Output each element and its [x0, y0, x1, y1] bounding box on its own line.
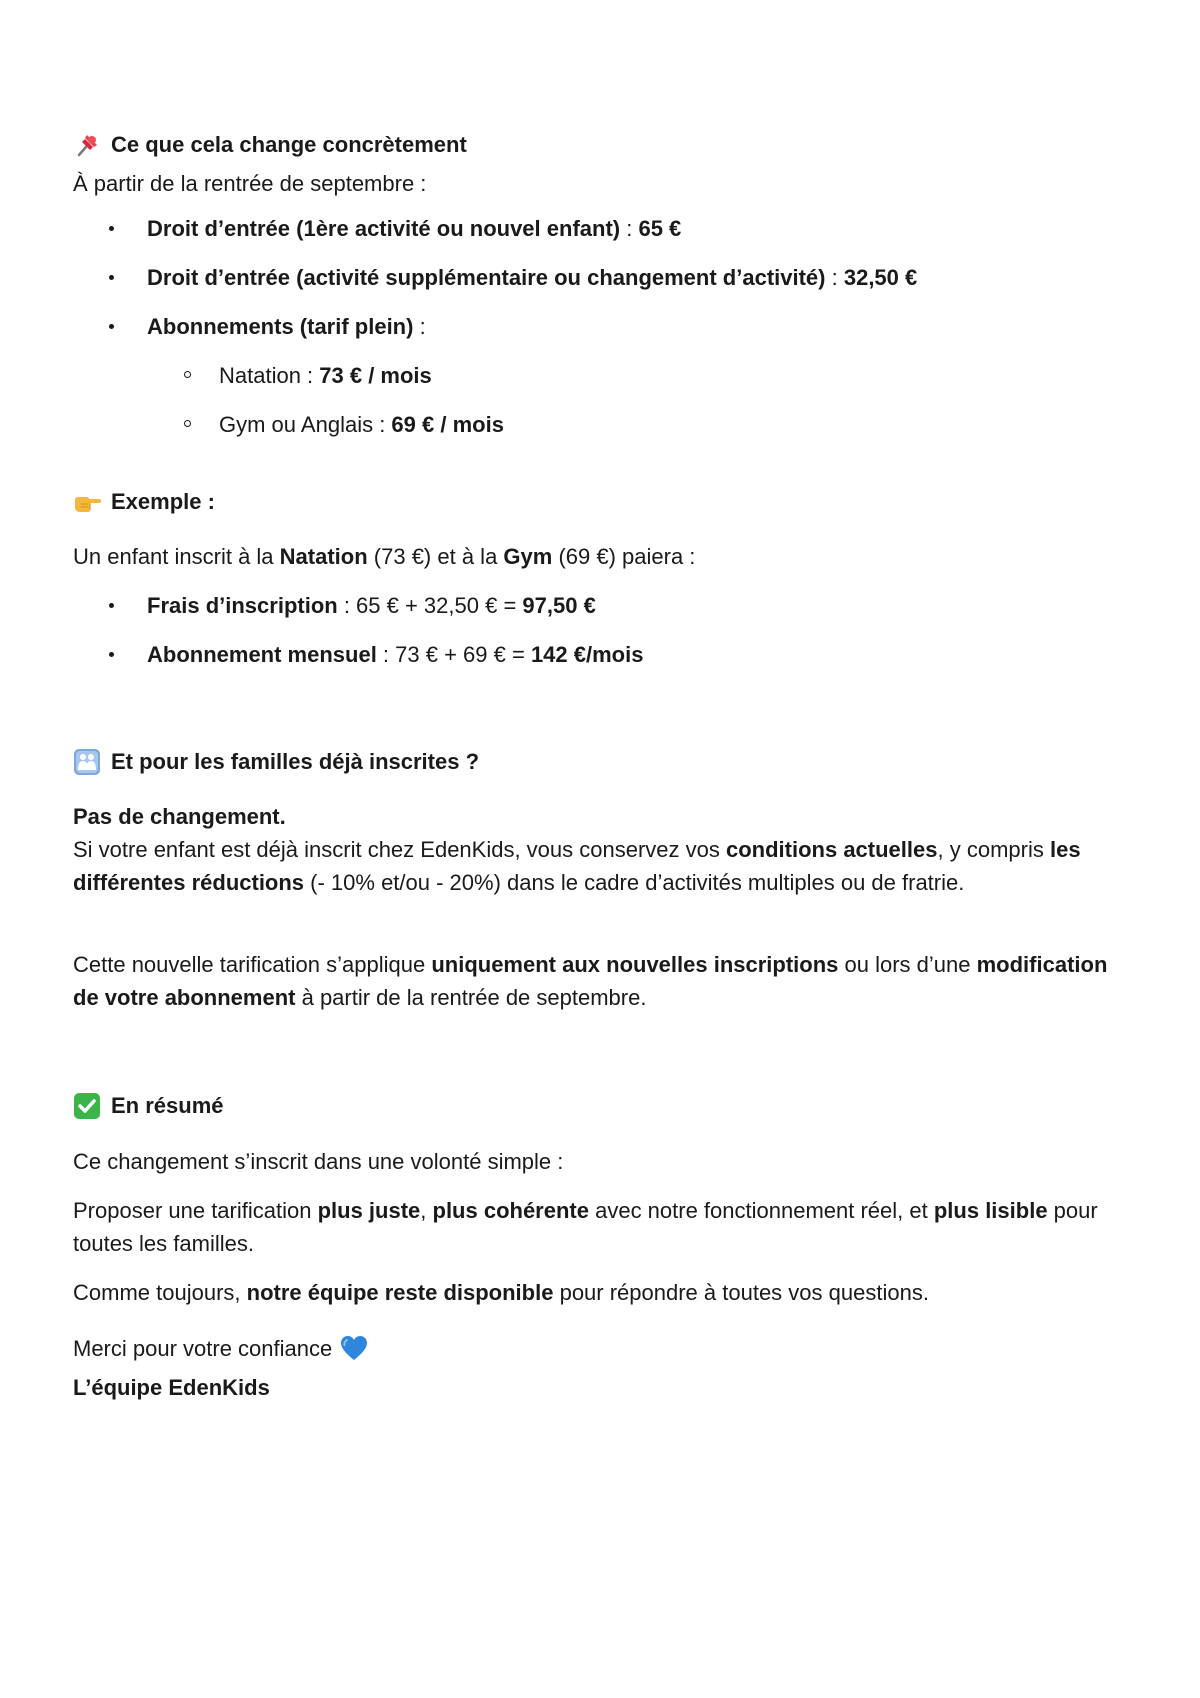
text-segment: , y compris: [937, 837, 1050, 862]
section-heading-families: [73, 745, 479, 778]
bullet-separator: :: [825, 265, 844, 290]
bullet-label: Frais d’inscription: [147, 593, 338, 618]
text-bold: plus cohérente: [432, 1198, 589, 1223]
bullet-result: 142 €/mois: [530, 642, 644, 667]
paragraph: [73, 1276, 929, 1309]
paragraph: [73, 833, 1133, 899]
bullet-label: Abonnement mensuel: [147, 642, 377, 667]
text-segment: Si votre enfant est déjà inscrit chez EdenKids, vous conservez vos: [73, 837, 726, 862]
text-bold: Gym: [503, 544, 553, 569]
sub-bullet-circle: [184, 420, 191, 427]
text-bold: conditions actuelles: [726, 837, 938, 862]
intro-text: À partir de la rentrée de septembre :: [73, 171, 427, 196]
text-segment: Comme toujours,: [73, 1280, 247, 1305]
pointing-hand-icon: [73, 488, 101, 516]
bullet-value: 65 €: [638, 216, 682, 241]
text-bold: les différentes réductions: [73, 837, 1081, 895]
bullet-label: Droit d’entrée (activité supplémentaire ou changement d’activité): [147, 265, 826, 290]
text-segment: avec notre fonctionnement réel, et: [588, 1198, 934, 1223]
bullet-dot: [109, 652, 114, 657]
sub-bullet-label: Natation :: [219, 363, 320, 388]
example-text: [73, 540, 695, 573]
pushpin-icon: [73, 131, 101, 159]
sub-bullet-circle: [184, 371, 191, 378]
text-bold: uniquement aux nouvelles inscriptions: [431, 952, 839, 977]
bullet-dot: [109, 226, 114, 231]
text-segment: pour toutes les familles.: [73, 1198, 1098, 1256]
section-heading-summary: [73, 1089, 224, 1122]
thanks-text: Merci pour votre confiance: [73, 1336, 333, 1361]
section-heading-example: [73, 485, 215, 518]
signature: L’équipe EdenKids: [73, 1375, 270, 1400]
text-segment: pour répondre à toutes vos questions.: [553, 1280, 929, 1305]
bullet-value: 32,50 €: [843, 265, 918, 290]
bullet-dot: [109, 324, 114, 329]
text-bold: Natation: [279, 544, 368, 569]
text-segment: (73 €) et à la: [367, 544, 504, 569]
family-icon: [73, 748, 101, 776]
section-title: Ce que cela change concrètement: [111, 132, 467, 157]
text-segment: à partir de la rentrée de septembre.: [295, 985, 647, 1010]
paragraph: Ce changement s’inscrit dans une volonté simple :: [73, 1149, 564, 1174]
sub-bullet-label: Gym ou Anglais :: [219, 412, 392, 437]
bullet-label: Droit d’entrée (1ère activité ou nouvel enfant): [147, 216, 621, 241]
text-segment: ,: [420, 1198, 433, 1223]
bullet-text: : 73 € + 69 € =: [376, 642, 531, 667]
text-segment: (- 10% et/ou - 20%) dans le cadre d’activités multiples ou de fratrie.: [304, 870, 965, 895]
sub-bullet-value: 73 € / mois: [319, 363, 432, 388]
section-heading-changes: [73, 128, 467, 161]
paragraph: [73, 1194, 1133, 1260]
check-mark-icon: [73, 1092, 101, 1120]
thanks-line: [73, 1332, 368, 1365]
text-segment: (69 €) paiera :: [552, 544, 696, 569]
bullet-result: 97,50 €: [522, 593, 596, 618]
text-segment: Cette nouvelle tarification s’applique: [73, 952, 432, 977]
lead-text: Pas de changement.: [73, 804, 286, 829]
sub-bullet-value: 69 € / mois: [391, 412, 504, 437]
section-title: En résumé: [111, 1093, 224, 1118]
text-bold: plus juste: [317, 1198, 421, 1223]
bullet-text: : 65 € + 32,50 € =: [337, 593, 523, 618]
bullet-separator: :: [620, 216, 639, 241]
text-segment: Un enfant inscrit à la: [73, 544, 280, 569]
section-title: Exemple :: [111, 489, 215, 514]
text-segment: Proposer une tarification: [73, 1198, 318, 1223]
bullet-dot: [109, 275, 114, 280]
bullet-separator: :: [413, 314, 426, 339]
text-bold: modification de votre abonnement: [73, 952, 1108, 1010]
section-title: Et pour les familles déjà inscrites ?: [111, 749, 480, 774]
text-bold: plus lisible: [933, 1198, 1048, 1223]
bullet-dot: [109, 603, 114, 608]
bullet-label: Abonnements (tarif plein): [147, 314, 414, 339]
text-bold: notre équipe reste disponible: [246, 1280, 554, 1305]
text-segment: ou lors d’une: [838, 952, 977, 977]
paragraph: [73, 948, 1133, 1014]
blue-heart-icon: [340, 1335, 368, 1363]
